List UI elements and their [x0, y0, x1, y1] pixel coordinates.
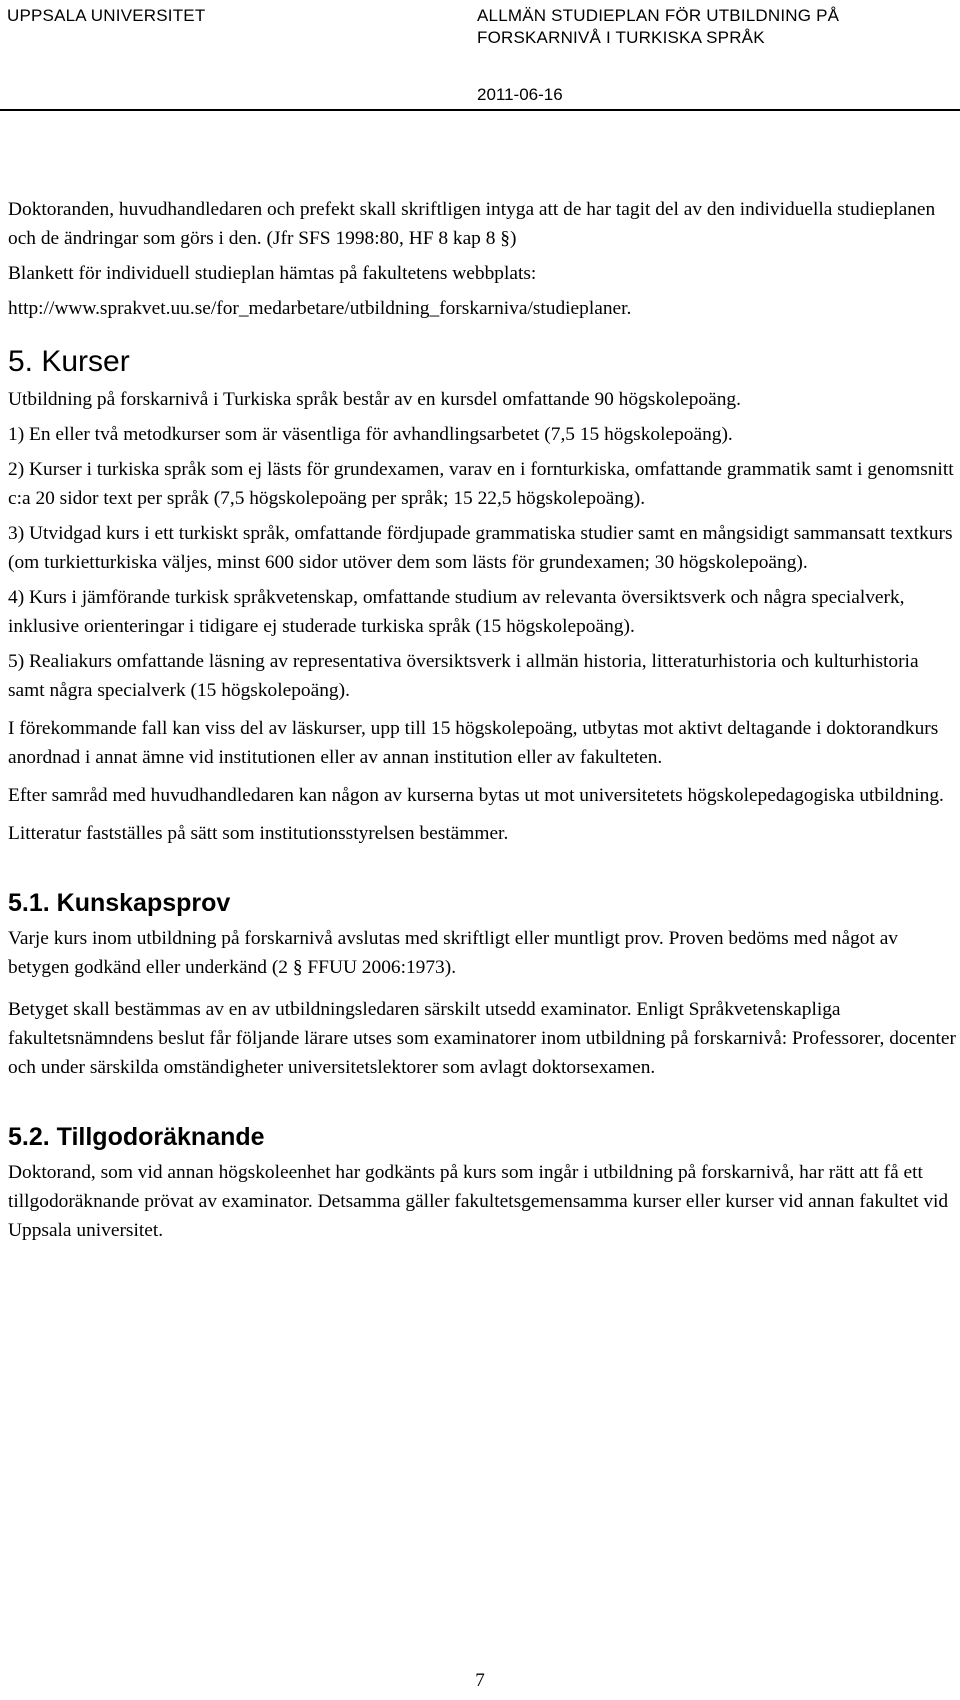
kurser-paragraph-1: Utbildning på forskarnivå i Turkiska språk består av en kursdel omfattande 90 högskolepoäng. — [8, 389, 741, 410]
header-date: 2011-06-16 — [477, 85, 563, 104]
tillgodoraknande-paragraph-1: Doktorand, som vid annan högskoleenhet har godkänts på kurs som ingår i utbildning på forskarnivå, har rätt att få ett tillgodoräknande prövat av examinator. Detsamma gäller fakultetsgemensamma kurser eller kurser vid annan fakultet vid Uppsala universitet. — [8, 1162, 949, 1241]
header-divider — [0, 109, 960, 111]
intro-paragraph-2: Blankett för individuell studieplan hämtas på fakultetens webbplats: — [8, 263, 537, 284]
page-header — [0, 0, 960, 112]
section-heading-kurser: 5. Kurser — [8, 345, 130, 378]
kunskapsprov-paragraph-2: Betyget skall bestämmas av en av utbildningsledaren särskilt utsedd examinator. Enligt Språkvetenskapliga fakultetsnämndens beslut får följande lärare utses som examinatorer inom utbildning på forskarnivå: Professorer, docenter och under särskilda omständigheter universitetslektorer som avlagt doktorsexamen. — [8, 999, 956, 1078]
kurser-paragraph-5: 4) Kurs i jämförande turkisk språkvetenskap, omfattande studium av relevanta översiktsverk och några specialverk, inklusive orienteringar i tidigare ej studerade turkiska språk (15 högskolepoäng). — [8, 587, 905, 637]
document-body — [8, 195, 958, 1245]
intro-paragraph-1: Doktoranden, huvudhandledaren och prefekt skall skriftligen intyga att de har tagit del av den individuella studieplanen och de ändringar som görs i den. (Jfr SFS 1998:80, HF 8 kap 8 §) — [8, 199, 936, 249]
header-document-title — [477, 5, 839, 49]
page-number: 7 — [475, 1670, 485, 1691]
kurser-paragraph-7: I förekommande fall kan viss del av läskurser, upp till 15 högskolepoäng, utbytas mot aktivt deltagande i doktorandkurs anordnad i annat ämne vid institutionen eller av annan institution eller av fakulteten. — [8, 718, 939, 768]
header-title-line-1: ALLMÄN STUDIEPLAN FÖR UTBILDNING PÅ — [477, 6, 840, 25]
header-organization: UPPSALA UNIVERSITET — [7, 6, 206, 25]
kurser-paragraph-6: 5) Realiakurs omfattande läsning av representativa översiktsverk i allmän historia, litteraturhistoria och kulturhistoria samt några specialverk (15 högskolepoäng). — [8, 651, 919, 701]
kurser-paragraph-3: 2) Kurser i turkiska språk som ej lästs för grundexamen, varav en i fornturkiska, omfattande grammatik samt i genomsnitt c:a 20 sidor text per språk (7,5 högskolepoäng per språk; 15 22,5 högskolepoäng). — [8, 459, 954, 509]
section-heading-kunskapsprov: 5.1. Kunskapsprov — [8, 889, 231, 917]
kurser-paragraph-4: 3) Utvidgad kurs i ett turkiskt språk, omfattande fördjupade grammatiska studier samt en mångsidigt sammansatt textkurs (om turkietturkiska väljes, minst 600 sidor utöver dem som lästs för grundexamen; 30 högskolepoäng). — [8, 523, 953, 573]
kurser-paragraph-8: Efter samråd med huvudhandledaren kan någon av kurserna bytas ut mot universitetets högskolepedagogiska utbildning. — [8, 785, 944, 806]
kurser-paragraph-9: Litteratur fastställes på sätt som institutionsstyrelsen bestämmer. — [8, 823, 509, 844]
header-title-line-2: FORSKARNIVÅ I TURKISKA SPRÅK — [477, 28, 765, 47]
intro-paragraph-3: http://www.sprakvet.uu.se/for_medarbetare/utbildning_forskarniva/studieplaner. — [8, 298, 632, 319]
kurser-paragraph-2: 1) En eller två metodkurser som är väsentliga för avhandlingsarbetet (7,5 15 högskolepoäng). — [8, 424, 733, 445]
kunskapsprov-paragraph-1: Varje kurs inom utbildning på forskarnivå avslutas med skriftligt eller muntligt prov. Proven bedöms med något av betygen godkänd eller underkänd (2 § FFUU 2006:1973). — [8, 928, 899, 978]
section-heading-tillgodoraknande: 5.2. Tillgodoräknande — [8, 1123, 265, 1151]
